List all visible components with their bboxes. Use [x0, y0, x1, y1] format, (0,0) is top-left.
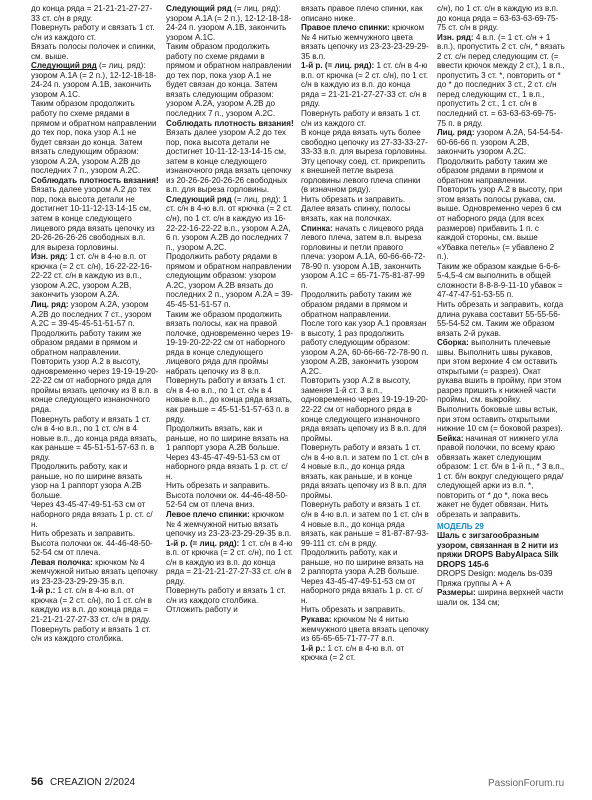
- paragraph: [301, 224, 429, 291]
- paragraph-text: Повторить узор A.2 в высоту, одновременно через 19-19-19-20-22-22 см от наборного ряда для проймы вязать цепочку из 8 в.п. в конце следующего изнаночного ряда.: [31, 357, 159, 414]
- paragraph-text: Повернуть работу и вязать 1 ст. с/н в 4-ю в.п. и затем по 1 ст. с/н в 4 новые в.п., до конца ряда вязать, как раньше, и в конце ряда вязать цепочку из 8 в.п. для проймы.: [301, 443, 429, 500]
- paragraph-text: Продолжить работу рядами в прямом и обратном направлении следующим образом: узором A.2C, узором A.2B вязать до последних 2 п., узором A.2A = 39-45-45-51-51-57 п.: [166, 252, 293, 309]
- paragraph-text: Продолжить работу, как и раньше, но по ширине вязать узор на 1 раппорт узора A.2B больше.: [31, 462, 143, 500]
- paragraph-text: узором A.2A, узором A.2B до последних 7 ст., узором A.2C = 39-45-45-51-51-57 п.: [31, 299, 152, 329]
- paragraph-text: Соблюдать плотность вязания!: [166, 118, 294, 128]
- paragraph-text: Нить обрезать и заправить.: [301, 194, 406, 204]
- paragraph: [301, 290, 429, 319]
- paragraph: [31, 252, 159, 300]
- paragraph-text: (= лиц. ряд): узором A.1A (= 2 п.), 12-12-18-18-24-24 п. узором A.1B, закончить узором A.1C.: [166, 4, 292, 42]
- paragraph-text: Таким же образом продолжить вязать полосы, как на правой полочке, одновременно через 19-19-19-20-22-22 см от наборного ряда в конце следующего лицевого ряда для проймы набрать цепочку из 8 в.п.: [166, 309, 293, 376]
- paragraph-text: DROPS Design: модель bs-039: [437, 569, 553, 579]
- paragraph: [31, 176, 159, 186]
- paragraph: [301, 500, 429, 548]
- paragraph-text: Повернуть работу и вязать 1 ст. с/н в 4-ю в.п., по 1 ст. с/н в 4 новые в.п., до конца ряда вязать, как раньше = 45-51-51-57-63 п. в ряду.: [31, 414, 158, 462]
- paragraph: [437, 522, 565, 532]
- paragraph: [301, 4, 429, 23]
- paragraph-text: до конца ряда = 21-21-21-27-27-33 ст. с/н в ряду.: [31, 4, 153, 23]
- paragraph: [31, 586, 159, 624]
- paragraph-text: Таким образом продолжить работу по схеме рядами в прямом и обратном направлении до тех пор, пока узор A.1 не будет связан до конца. Затем вязать следующим образом: узором A.2A, узором A.2B до последних 7 п., узором A.2C.: [166, 42, 292, 119]
- paragraph: [31, 23, 159, 42]
- paragraph-text: Шаль с зигзагообразным узором, связанная в 2 нити из пряжи DROPS BabyAlpaca Silk: [437, 531, 559, 560]
- paragraph-text: начать с лицевого ряда левого плеча, затем в.п. выреза горловины и петли правого плеча: узором A.1A, 60-66-66-72-78-90 п. узором A.1B, закончить узором A.1C = 65-71-75-81-87-99 п.: [301, 223, 426, 290]
- paragraph: [31, 539, 159, 558]
- paragraph: [166, 119, 294, 129]
- paragraph-text: 1 ст. с/н в 4-ю в.п. от крючка (= 2 ст. с/н), 16-22-22-16-22-22 ст. с/н в каждую из в.п., узором A.2C, узором A.2B, закончить узором A.2A.: [31, 252, 153, 300]
- paragraph: [31, 61, 159, 99]
- paragraph-text: ширина верхней части шали ок. 134 см;: [437, 588, 564, 607]
- paragraph: [31, 529, 159, 539]
- paragraph: [31, 185, 159, 252]
- paragraph: [301, 605, 429, 615]
- paragraph-text: Повторить узор A.2 в высоту, при этом вязать полосы рукава, см. выше. Одновременно через 6 см от наборного ряда (для всех размеров) прибавить 1 п. с каждой стороны, см. выше «Убавка петель» (= убавлено 2 п.).: [437, 185, 563, 262]
- page-number: 56: [31, 776, 44, 788]
- paragraph-text: После того как узор A.1 провязан в высоту, 1 раз продолжить работу следующим образом: узором A.2A, 60-66-66-72-78-90 п. узором A.2B, закончить узором A.2C.: [301, 319, 429, 376]
- paragraph-text: Вязать далее узором A.2 до тех пор, пока высота детали не достигнет 10-11-12-13-14-15 см, затем в конце следующего лицевого ряда вязать цепочку из 20-26-26-26-26 свободных в.п. для выреза горловины.: [31, 185, 155, 252]
- paragraph-text: крючком № 4 жемчужной нитью вязать цепочку из 23-23-23-29-29-35 в.п.: [31, 557, 158, 586]
- paragraph-text: Выполнить боковые швы встык, при этом оставить открытыми нижние 10 см (= боковой разрез).: [437, 404, 563, 434]
- paragraph: [301, 23, 429, 61]
- paragraph: [437, 33, 565, 128]
- paragraph-text: Продолжить работу таким же образом рядами в прямом и обратном направлении.: [437, 156, 548, 185]
- paragraph-text: В конце ряда вязать чуть более свободно цепочку из 27-33-33-27-33-33 в.п. для выреза горловины. Эту цепочку соед. ст. прикрепить к внешней петле выреза горловины левого плеча спинки (в изначном ряду).: [301, 128, 428, 195]
- paragraph: [437, 531, 565, 560]
- paragraph-text: крючком № 4 жемчужной нитью вязать цепочку из 23-23-23-29-29-35 в.п.: [166, 509, 292, 539]
- paragraph: [437, 185, 565, 261]
- paragraph-text: Таким образом продолжить работу по схеме рядами в прямом и обратном направлении до тех пор, пока узор A.1 не будет связан до конца. Затем вязать следующим образом: узором A.2A, узором A.2B до последних 7 п., узором A.2C.: [31, 99, 157, 176]
- paragraph-heading: Лиц. ряд:: [437, 128, 475, 138]
- paragraph: [166, 252, 294, 309]
- paragraph: [301, 376, 429, 443]
- paragraph: [31, 357, 159, 414]
- paragraph: [301, 644, 429, 663]
- paragraph-text: Через 43-45-47-49-51-53 см от наборного ряда вязать 1 р. ст. с/н.: [301, 576, 423, 605]
- paragraph-text: вязать правое плечо спинки, как описано ниже.: [301, 4, 423, 23]
- paragraph-heading: Следующий ряд: [31, 61, 97, 71]
- paragraph-heading: Рукава:: [301, 615, 332, 624]
- paragraph-text: DROPS 145-6: [437, 559, 489, 569]
- page-footer: [31, 776, 135, 788]
- paragraph: [301, 443, 429, 500]
- paragraph: [437, 579, 565, 589]
- paragraph-text: Повернуть работу и связать 1 ст. с/н из каждого ст.: [31, 23, 155, 42]
- paragraph-heading: Сборка:: [437, 338, 469, 348]
- paragraph-text: Продолжить работу таким же образом рядами в прямом и обратном направлении.: [31, 328, 142, 357]
- paragraph-text: Нить обрезать и заправить. Высота полочки ок. 44-46-48-50-52-54 см от плеча вниз.: [166, 481, 288, 510]
- paragraph-text: Повторить узор A.2 в высоту, заменяя 1-й ст. 3 в.п., одновременно через 19-19-19-20-22-22 см от наборного ряда в конце следующего изнаночного ряда вязать цепочку из 8 в.п. для проймы.: [301, 376, 429, 443]
- paragraph: [166, 539, 294, 587]
- paragraph-heading: Изн. ряд:: [31, 252, 68, 262]
- paragraph-text: Через 43-45-47-49-51-53 см от наборного ряда вязать 1 р. ст. с/н.: [166, 452, 288, 481]
- paragraph-text: Продолжить работу, как и раньше, но по ширине вязать на 2 раппорта узора A.2B больше.: [301, 548, 424, 577]
- paragraph: [166, 310, 294, 377]
- paragraph-heading: Следующий ряд: [166, 4, 232, 13]
- watermark: PassionForum.ru: [488, 778, 565, 789]
- paragraph: [31, 500, 159, 529]
- paragraph: [166, 4, 294, 42]
- paragraph: [301, 577, 429, 606]
- paragraph-text: выполнить плечевые швы. Выполнить швы рукавов, при этом верхние 4 см оставить открытыми (= разрез). Окат рукава вшить в пройму, при этом разрез пришить к нижней части проймы, см. выкройку.: [437, 338, 562, 405]
- paragraph-text: крючком № 4 нитью жемчужного цвета вязать цепочку из 23-23-23-29-29-35 в.п.: [301, 23, 429, 61]
- paragraph-text: 1 ст. с/н в 4-ю в.п. от крючка (= 2 ст.: [301, 643, 405, 663]
- paragraph: [31, 625, 159, 644]
- paragraph-text: Продолжить вязать, как и раньше, но по ширине вязать на 1 раппорт узора A.2B больше.: [166, 424, 289, 453]
- paragraph: [437, 338, 565, 405]
- paragraph: [31, 99, 159, 175]
- paragraph: [437, 157, 565, 186]
- paragraph-text: Нить обрезать и заправить, когда длина рукава составит 55-55-56-55-54-52 см. Таким же образом вязать 2-й рукав.: [437, 299, 564, 338]
- paragraph: [166, 424, 294, 453]
- paragraph-heading: 1-й р.:: [301, 643, 326, 653]
- paragraph-text: узором A.2A, 54-54-54-60-66-66 п. узором A.2B, закончить узором A.2C.: [437, 128, 563, 157]
- paragraph-heading: 1-й р.:: [31, 586, 56, 596]
- paragraph-text: Соблюдать плотность вязания!: [31, 175, 159, 185]
- paragraph: [437, 300, 565, 338]
- paragraph-text: (= лиц. ряд): 1 ст. с/н в 4-ю в.п. от крючка (= 2 ст. с/н), по 1 ст. с/н в каждую из 16-22-22-16-22-22 в.п., узором A.2A, 6 п. узором A.2B до последних 7 п., узором A.2C.: [166, 194, 293, 252]
- paragraph-text: Нить обрезать и заправить.: [301, 605, 406, 615]
- text-column-2: [166, 4, 294, 615]
- paragraph: [301, 204, 429, 223]
- text-column-4: [437, 4, 565, 607]
- text-column-1: [31, 4, 159, 644]
- paragraph-heading: Бейка:: [437, 433, 464, 443]
- paragraph: [437, 588, 565, 607]
- paragraph: [437, 569, 565, 579]
- paragraph-heading: Левая полочка:: [31, 557, 93, 567]
- paragraph-text: МОДЕЛЬ 29: [437, 521, 484, 531]
- paragraph: [31, 300, 159, 329]
- paragraph-heading: Левое плечо спинки:: [166, 509, 250, 519]
- paragraph: [437, 560, 565, 570]
- paragraph: [31, 462, 159, 500]
- paragraph: [166, 195, 294, 252]
- paragraph: [437, 405, 565, 434]
- paragraph: [301, 61, 429, 109]
- paragraph-text: 1 ст. с/н в 4-ю в.п. от крючка (= 2 ст. с/н), по 1 ст. с/н в каждую из в.п. до конца ряда = 21-21-21-27-27-33 ст. с/н в ряду.: [31, 586, 152, 624]
- paragraph: [31, 415, 159, 463]
- paragraph-text: Повернуть работу и вязать 1 ст. с/н из каждого ст.: [301, 109, 421, 128]
- paragraph-text: Вязать далее узором A.2 до тех пор, пока высота детали не достигнет 10-11-12-13-14-15 см, затем в конце следующего изнаночного ряда вязать цепочку из 20-26-26-20-26-26 свободных в.п. для выреза горловины.: [166, 128, 292, 195]
- paragraph-heading: Спинка:: [301, 223, 333, 233]
- magazine-title: CREAZION 2/2024: [50, 777, 136, 788]
- paragraph-text: Нить обрезать и заправить.: [31, 529, 136, 539]
- paragraph: [301, 615, 429, 644]
- paragraph: [31, 42, 159, 61]
- paragraph: [166, 586, 294, 615]
- paragraph: [437, 434, 565, 520]
- paragraph: [31, 329, 159, 358]
- paragraph: [166, 42, 294, 118]
- paragraph-heading: Следующий ряд: [166, 194, 232, 204]
- paragraph: [31, 4, 159, 23]
- paragraph: [166, 453, 294, 482]
- paragraph: [301, 195, 429, 205]
- paragraph: [166, 510, 294, 539]
- text-column-3: [301, 4, 429, 663]
- paragraph-text: Через 43-45-47-49-51-53 см от наборного ряда вязать 1 р. ст. с/н.: [31, 500, 153, 529]
- paragraph: [437, 262, 565, 300]
- paragraph: [301, 319, 429, 376]
- paragraph-text: Вязать полосы полочек и спинки, см. выше.: [31, 42, 156, 61]
- paragraph-text: Далее вязать спинку, полосы вязать, как на полочках.: [301, 204, 411, 224]
- paragraph: [437, 128, 565, 157]
- paragraph-text: Повернуть работу и вязать 1 ст. с/н из каждого столбика. Отложить работу и: [166, 586, 286, 615]
- paragraph-text: 1 ст. с/н в 4-ю в.п. от крючка (= 2 ст. с/н), по 1 ст. с/н в каждую из в.п. до конца ряда = 21-21-21-27-27-33 ст. с/н в ряду.: [301, 61, 429, 109]
- paragraph-text: Повернуть работу и вязать 1 ст. с/н в 4-ю в.п. и затем по 1 ст. с/н в 4 новые в.п., до конца ряда вязать, как раньше = 81-87-87-93-99-111 ст. с/н в ряду.: [301, 500, 429, 548]
- paragraph: [301, 109, 429, 128]
- paragraph-text: крючком № 4 нитью жемчужного цвета вязать цепочку из 65-65-65-71-77-77 в.п.: [301, 615, 429, 644]
- paragraph-heading: Размеры:: [437, 588, 476, 598]
- paragraph-text: с/н), по 1 ст. с/н в каждую из в.п. до конца ряда = 63-63-63-69-75-75 ст. с/н в ряду.: [437, 4, 559, 33]
- paragraph: [166, 481, 294, 510]
- paragraph-heading: Лиц. ряд:: [31, 299, 69, 309]
- paragraph: [166, 128, 294, 195]
- paragraph-text: Продолжить работу таким же образом рядами в прямом и обратном направлении.: [301, 290, 412, 319]
- paragraph: [301, 128, 429, 195]
- paragraph-heading: 1-й р. (= лиц. ряд):: [166, 538, 240, 548]
- paragraph-heading: Изн. ряд:: [437, 32, 474, 42]
- paragraph-heading: Правое плечо спинки:: [301, 23, 390, 33]
- paragraph-text: Повернуть работу и вязать 1 ст. с/н в 4-ю в.п., по 1 ст. с/н в 4 новые в.п., до конца ряда вязать, как раньше = 45-51-51-57-63 п. в ряду.: [166, 376, 293, 424]
- paragraph-text: Высота полочки ок. 44-46-48-50-52-54 см от плеча.: [31, 538, 153, 558]
- paragraph-text: Таким же образом каждые 6-6-6-5-4,5-4 см выполнить в общей сложности 8-8-8-9-11-10 убавок = 47-47-47-51-53-55 п.: [437, 261, 563, 300]
- paragraph: [31, 558, 159, 587]
- paragraph-text: 4 в.п. (= 1 ст. с/н + 1 в.п.), пропустить 2 ст. с/н, * вязать 2 ст. с/н перед следующим ст. (= ввести крючок между 2 ст.), 1 в.п., пропустить 3 ст. *, повторить от * до * до последних 3 ст., 2 ст. с/н перед следующим ст., 1 в.п., пропустить 2 ст., 1 ст. с/н в последний ст. = 63-63-63-69-75-75 п. в ряду.: [437, 32, 565, 128]
- paragraph: [166, 376, 294, 424]
- paragraph-text: 1 ст. с/н в 4-ю в.п. от крючка (= 2 ст. с/н), по 1 ст. с/н в каждую из в.п. до конца ряда = 21-21-21-27-27-33 ст. с/н в ряду.: [166, 538, 294, 586]
- paragraph-text: начиная от нижнего угла правой полочки, по всему краю обвязать жакет следующим образом: 1 ст. б/н в 1-й п., * 3 в.п., 1 ст. б/н вокруг следующего ряда/следующей арки из в.п. *, повторить от * до *, пока весь жакет не будет обвязан. Нить обрезать и заправить.: [437, 433, 565, 519]
- paragraph-text: (= лиц. ряд): узором A.1A (= 2 п.), 12-12-18-18-24-24 п. узором A.1B, закончить узором A.1C.: [31, 61, 157, 99]
- paragraph: [301, 548, 429, 577]
- paragraph-text: Пряжа группы A + A: [437, 578, 512, 588]
- paragraph-heading: 1-й р. (= лиц. ряд):: [301, 61, 375, 71]
- paragraph: [437, 4, 565, 33]
- paragraph-text: Повернуть работу и вязать 1 ст. с/н из каждого столбика.: [31, 624, 151, 644]
